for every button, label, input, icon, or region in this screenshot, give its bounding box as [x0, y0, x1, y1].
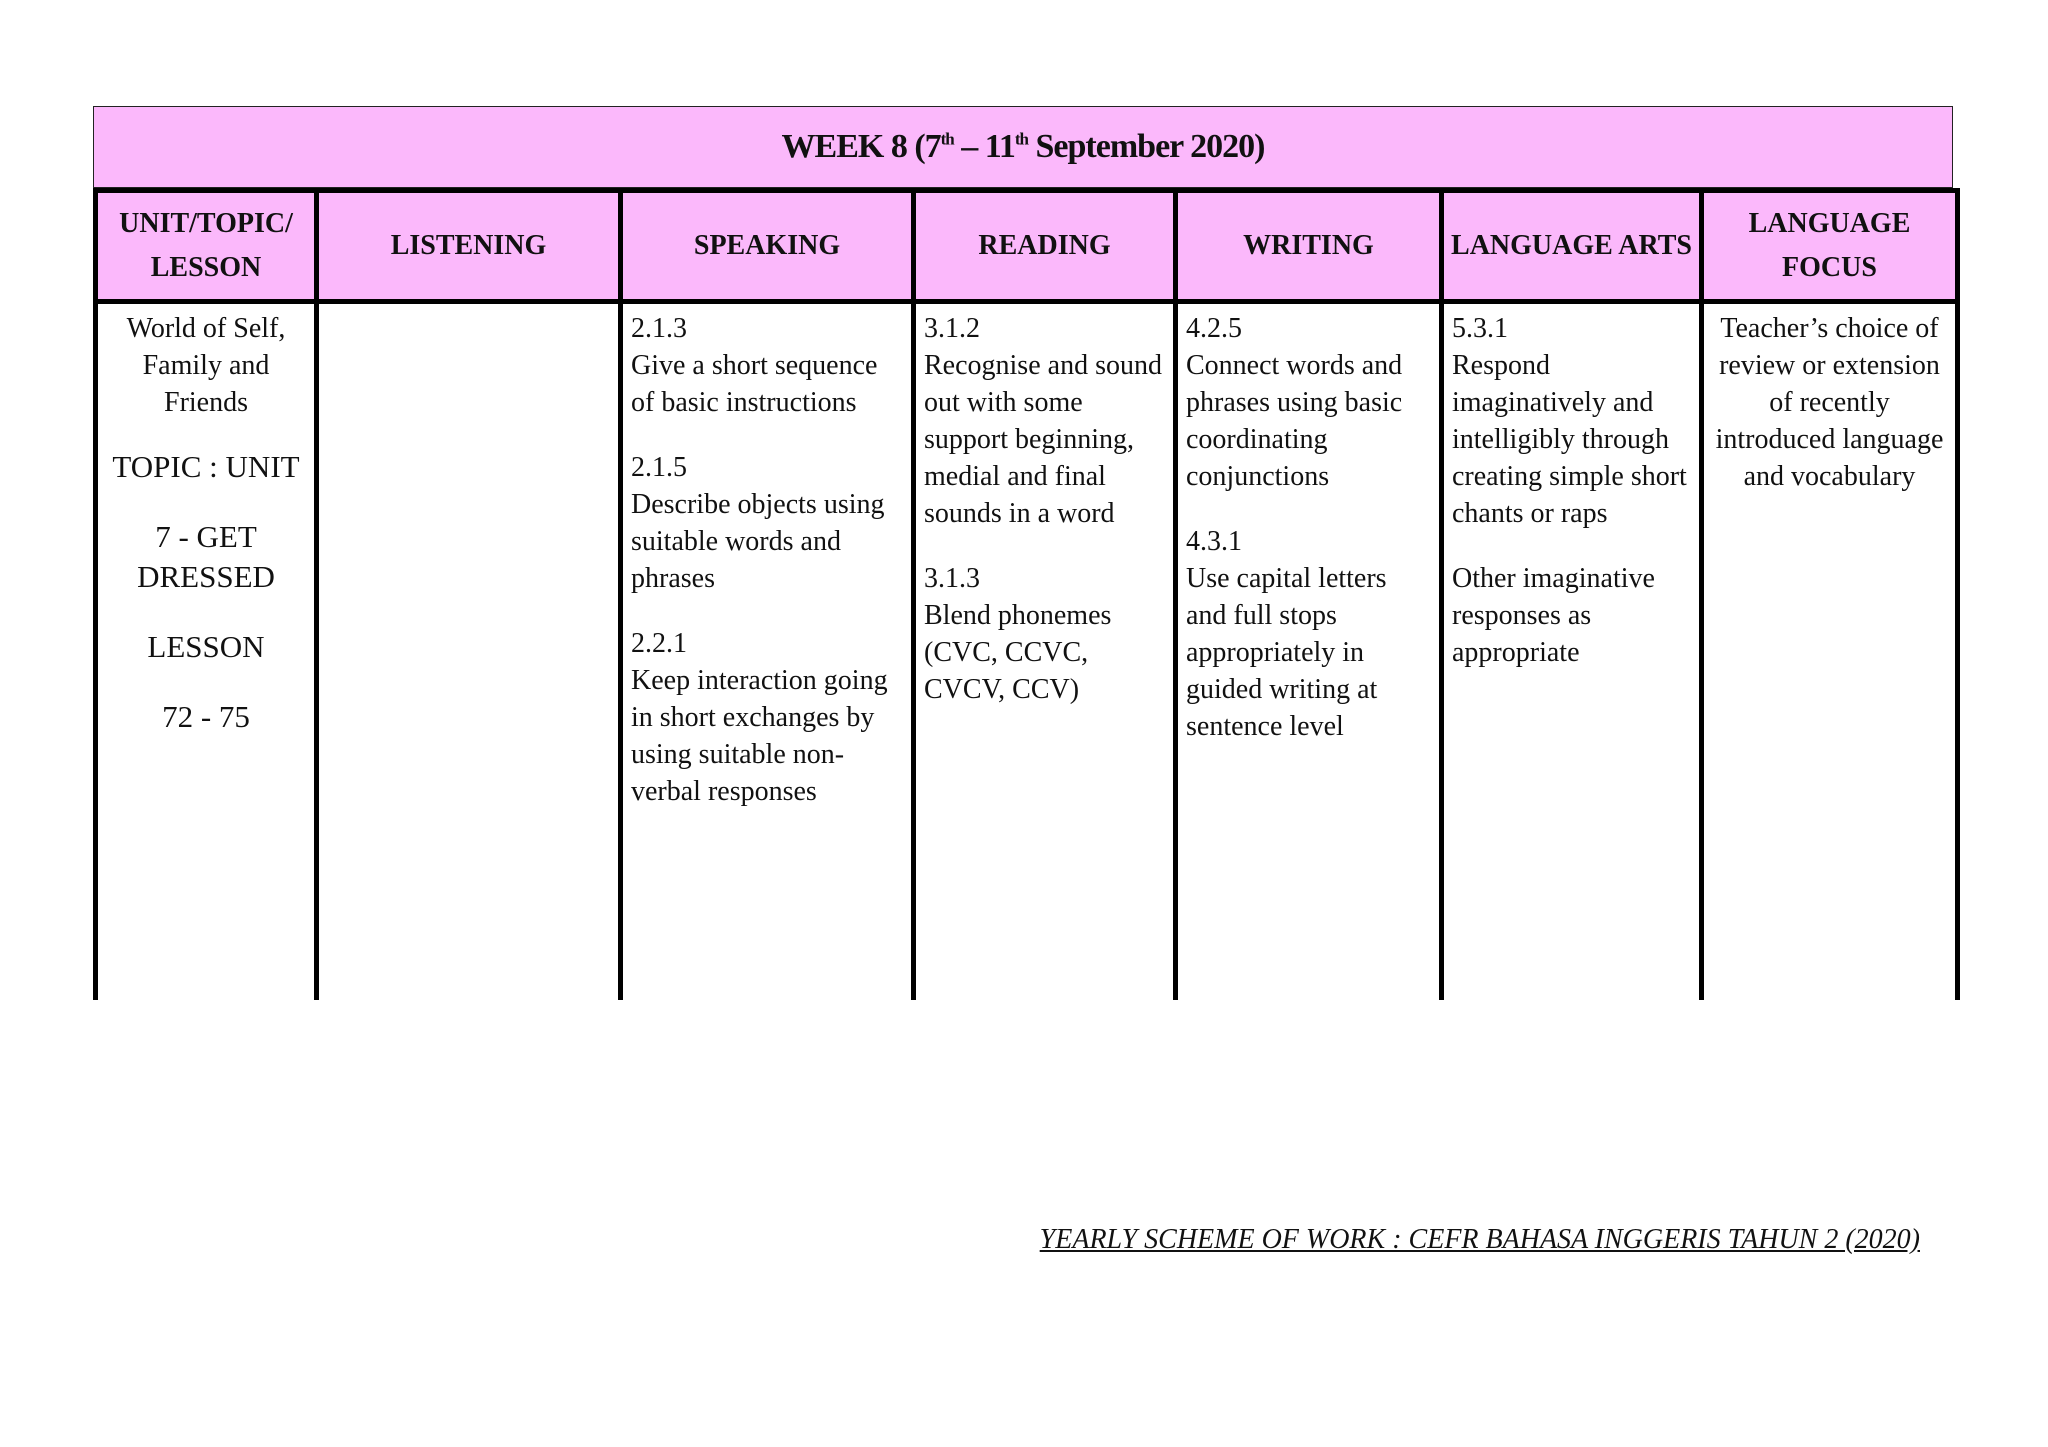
unit-text: 7 - GET DRESSED [137, 519, 275, 594]
speaking-standard [631, 310, 903, 421]
speaking-cell [621, 302, 914, 1001]
content-row [96, 302, 1958, 1001]
header-row [96, 191, 1958, 302]
week-title-start: WEEK 8 (7 [781, 128, 941, 165]
reading-standard [924, 560, 1165, 708]
lesson-label: LESSON [147, 629, 265, 664]
standard-description: Use capital letters and full stops appropriately in guided writing at sentence level [1186, 563, 1387, 742]
unit-topic-cell [96, 302, 317, 1001]
week-title-bar [93, 106, 1953, 188]
language-arts-extra [1452, 560, 1691, 671]
standard-code: 4.3.1 [1186, 526, 1242, 557]
col-header-language-arts: LANGUAGE ARTS [1442, 191, 1702, 302]
speaking-standard [631, 625, 903, 810]
start-date-suffix: th [940, 129, 954, 149]
week-title-range: – 11 [953, 128, 1015, 165]
week-title [782, 128, 1265, 166]
standard-description: Connect words and phrases using basic coordinating conjunctions [1186, 350, 1403, 492]
language-arts-standard [1452, 310, 1691, 532]
lesson-range: 72 - 75 [162, 699, 250, 734]
language-arts-cell [1442, 302, 1702, 1001]
week-title-end: September 2020) [1028, 128, 1265, 165]
standard-description: Recognise and sound out with some support beginning, medial and final sounds in a word [924, 350, 1162, 529]
speaking-standard [631, 449, 903, 597]
standard-description: Give a short sequence of basic instructions [631, 350, 878, 418]
scheme-table [93, 188, 1960, 1000]
reading-cell [914, 302, 1176, 1001]
col-header-speaking: SPEAKING [621, 191, 914, 302]
reading-standard [924, 310, 1165, 532]
listening-cell [317, 302, 621, 1001]
col-header-reading: READING [914, 191, 1176, 302]
standard-code: 2.1.3 [631, 313, 687, 344]
standard-description: Respond imaginatively and intelligibly through creating simple short chants or raps [1452, 350, 1687, 529]
end-date-suffix: th [1014, 129, 1029, 149]
col-header-listening: LISTENING [317, 191, 621, 302]
standard-description: Keep interaction going in short exchanges by using suitable non-verbal responses [631, 665, 888, 807]
standard-code: 2.2.1 [631, 628, 687, 659]
standard-description: Blend phonemes (CVC, CCVC, CVCV, CCV) [924, 600, 1112, 705]
topic-text: TOPIC : UNIT [112, 449, 300, 484]
writing-standard [1186, 310, 1431, 495]
writing-standard [1186, 523, 1431, 745]
standard-code: 5.3.1 [1452, 313, 1508, 344]
theme-text: World of Self, Family and Friends [126, 313, 286, 418]
standard-code: 3.1.2 [924, 313, 980, 344]
standard-code: 2.1.5 [631, 452, 687, 483]
standard-description: Describe objects using suitable words and phrases [631, 489, 885, 594]
standard-code: 3.1.3 [924, 563, 980, 594]
col-header-writing: WRITING [1176, 191, 1442, 302]
document-footer: YEARLY SCHEME OF WORK : CEFR BAHASA INGGERIS TAHUN 2 (2020) [1039, 1224, 1920, 1255]
language-focus-cell: Teacher’s choice of review or extension of recently introduced language and vocabulary [1702, 302, 1958, 1001]
col-header-language-focus: LANGUAGE FOCUS [1702, 191, 1958, 302]
col-header-unit-topic-lesson: UNIT/TOPIC/ LESSON [96, 191, 317, 302]
writing-cell [1176, 302, 1442, 1001]
standard-code: 4.2.5 [1186, 313, 1242, 344]
standard-description: Other imaginative responses as appropriate [1452, 563, 1655, 668]
